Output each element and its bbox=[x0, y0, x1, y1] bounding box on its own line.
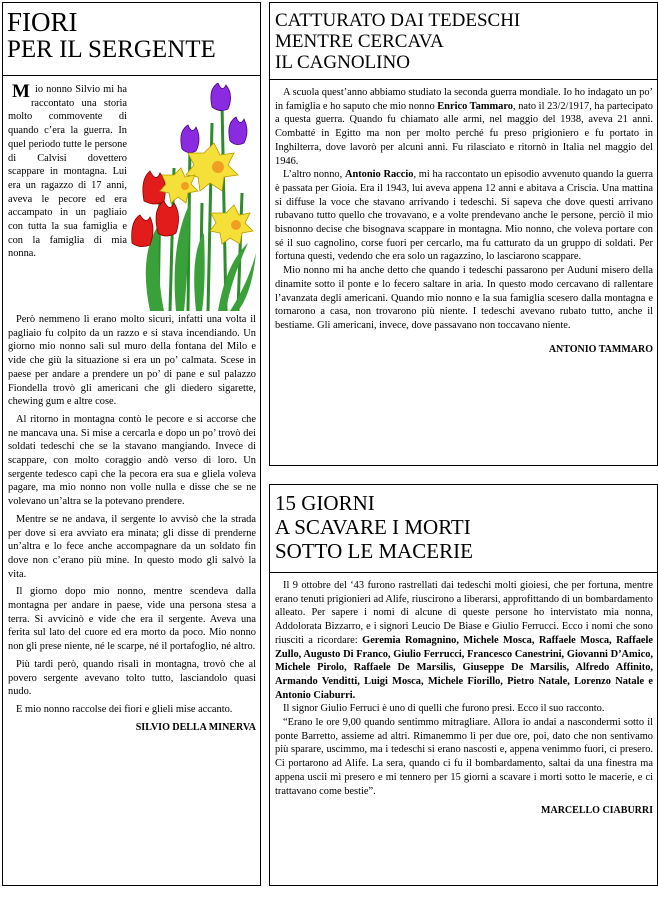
name-highlight: Enrico Tammaro bbox=[437, 100, 513, 112]
article-cagnolino-title bbox=[275, 10, 520, 73]
title-divider bbox=[3, 75, 260, 76]
name-highlight: Antonio Raccio bbox=[344, 169, 414, 181]
paragraph-text: Il 9 ottobre del ‘43 furono rastrellati dai tedeschi molti gioiesi, che per fortuna, mentre erano tenuti prigionieri ad Alife, riuscirono a liberarsi, approfittando di un bombardamento alleato. Per sapere i nomi di alcune di queste persone ho intervistato mia nonna, Addolorata Bizzarro, e i signori Leucio De Biase e Giulio Ferrucci. Ecco i nomi che sono riusciti a ricordare: bbox=[275, 580, 653, 646]
title-line: SOTTO LE MACERIE bbox=[275, 539, 473, 563]
paragraph-text: L’altro nonno, bbox=[283, 169, 345, 181]
title-line: MENTRE CERCAVA bbox=[275, 31, 444, 52]
names-list: Geremia Romagnino, Michele Mosca, Raffaele Mosca, Raffaele Zullo, Augusto Di Franco, Giulio Ferrucci, Francesco Canestrini, Giovanni D’Amico, Michele Pirolo, Raffaele De Marsilis, Giuseppe De Marsilis, Alfredo Affinito, Armando Venditti, Luigi Mosca, Michele Fiorillo, Pietro Natale, Lorenzo Natale e Antonio Ciaburri. bbox=[275, 634, 653, 701]
paragraph-text: , mi ha raccontato un episodio avvenuto quando la guerra è passata per Gioia. Era il 1943, lui aveva appena 12 anni e abitava a Criscia. Una mattina si diffuse la voce che stavano arrivando i tedeschi. Si sapeva che dove questi arrivano rubavano tutto quello che trovavano, e a volte prendevano anche le persone, perciò il mio bisnonno decise che bisognava scappare in montagna. Mio nonno, che voleva portare con sé il suo cagnolino, corse fuori per cercarlo, ma fu catturato da un gruppo di soldati. Per fortuna questi, vedendo che era solo un ragazzino, lo lasciarono scappare. bbox=[275, 169, 653, 263]
paragraph: Al ritorno in montagna contò le pecore e si accorse che ne mancava una. Si mise a cercarla e dopo un po’ trovò dei soldati tedeschi che se la stavano mangiando. Invece di scappare, con molto coraggio andò verso di loro. Un sergente tedesco capì che la pecora era sua e gliela voleva pagare, ma mio nonno non volle nulla e disse che se ne volevano un’altra se la potevano prendere. bbox=[8, 413, 256, 508]
article-macerie-box bbox=[269, 484, 658, 886]
paragraph: Più tardi però, quando risalì in montagna, trovò che al povero sergente avevano tolto tutto, lasciandolo quasi nudo. bbox=[8, 658, 256, 698]
title-divider bbox=[270, 572, 657, 573]
title-line: CATTURATO DAI TEDESCHI bbox=[275, 10, 521, 31]
title-line: PER IL SERGENTE bbox=[7, 36, 216, 63]
paragraph: Mio nonno mi ha anche detto che quando i tedeschi passarono per Auduni misero della dinamite sotto il ponte e lo fecero saltare in aria. In questo modo cercavano di rallentare l’avanzata degli americani. Quando mio nonno e la sua famiglia scesero dalla montagna e tornarono a casa, non trovarono più niente. I tedeschi avevano rubato tutto, anche il bestiame. Gli americani, invece, dove passavano non toccavano niente. bbox=[275, 265, 653, 331]
paragraph-text: , nato il 23/2/1917, ha partecipato a questa guerra. Quando fu chiamato alle armi, nel maggio del 1938, aveva 21 anni. Combatté in Egitto ma non per molto perché fu preso prigioniero e fu portato in Inghilterra, dove lavorò per alcuni anni. Fu rilasciato e ritornò in Italia nel maggio del 1946. bbox=[275, 100, 653, 167]
paragraph: Però nemmeno lì erano molto sicuri, infatti una volta il pagliaio fu colpito da un razzo e si stava incendiando. Un giorno mio nonno salì sul muro della fontana del Milo e vide che giù la situazione si era un po’ calmata. Scese in paese per andare a prendere un po’ di pane e sul palazzo Fiondella trovò gli americani che gli diedero sigarette, chewing gum e altre cose. bbox=[8, 314, 256, 408]
paragraph-text: A scuola quest’anno abbiamo studiato la seconda guerra mondiale. Io ho indagato un po’ in famiglia e ho saputo che mio nonno bbox=[275, 87, 653, 112]
article-fiori-title bbox=[7, 9, 216, 62]
author-signature: SILVIO DELLA MINERVA bbox=[135, 721, 256, 733]
title-line: A SCAVARE I MORTI bbox=[275, 515, 471, 539]
author-signature: ANTONIO TAMMARO bbox=[548, 343, 653, 355]
quote-paragraph: “Erano le ore 9,00 quando sentimmo mitragliare. Allora io andai a nascondermi sotto il ponte Barretto, assieme ad altri. Rimanemmo lì per due ore, poi, dato che non sentivamo più sparare, uscimmo, ma i tedeschi si erano nascosti e, appena venimmo fuori, ci presero. Ci portarono ad Alife. La sera, quando ci fu il bombardamento, saltai da una finestra ma appena uscii mi presero e mi tennero per 15 giorni a scavare i morti sotto le macerie, e ci trattavano come bestie”. bbox=[275, 717, 653, 797]
title-line: IL CAGNOLINO bbox=[275, 52, 410, 73]
article-macerie-title bbox=[275, 491, 473, 563]
title-divider bbox=[270, 79, 657, 80]
article-cagnolino-body bbox=[275, 86, 653, 356]
article-fiori-body bbox=[8, 83, 256, 734]
paragraph: Il giorno dopo mio nonno, mentre scendeva dalla montagna per andare in paese, vide una persona stesa a terra. Si avvicinò e vide che era il sergente. Aveva una ferita sul lato del cuore ed era morto da poco. Mio nonno non gli prese niente, né le scarpe, né il portafoglio, né altro. bbox=[8, 586, 256, 653]
article-cagnolino-box bbox=[269, 2, 658, 466]
paragraph: Mentre se ne andava, il sergente lo avvisò che la strada per dove si era avviato era minata; gli disse di prenderne un’altra e lo fece anche accompagnare da un soldato fin dove non c’erano più mine. In questo modo gli salvò la vita. bbox=[8, 513, 256, 580]
paragraph: Il signor Giulio Ferruci è uno di quelli che furono presi. Ecco il suo racconto. bbox=[283, 703, 605, 715]
article-fiori-box bbox=[2, 2, 261, 886]
title-line: FIORI bbox=[7, 7, 78, 37]
intro-paragraph: io nonno Silvio mi ha raccontato una storia molto commovente di quando c’era la guerra. In quel periodo tutte le persone di Calvisi dovettero scappare in montagna. Lui era un ragazzo di 17 anni, aveva le pecore ed era accampato in un pagliaio con tutta la sua famiglia e con la famiglia di mia nonna. bbox=[8, 84, 127, 260]
flowers-illustration bbox=[130, 83, 258, 313]
paragraph: E mio nonno raccolse dei fiori e glieli mise accanto. bbox=[16, 703, 233, 715]
drop-cap: M bbox=[12, 81, 30, 102]
article-macerie-body bbox=[275, 579, 653, 818]
title-line: 15 GIORNI bbox=[275, 491, 375, 515]
author-signature: MARCELLO CIABURRI bbox=[541, 805, 653, 817]
